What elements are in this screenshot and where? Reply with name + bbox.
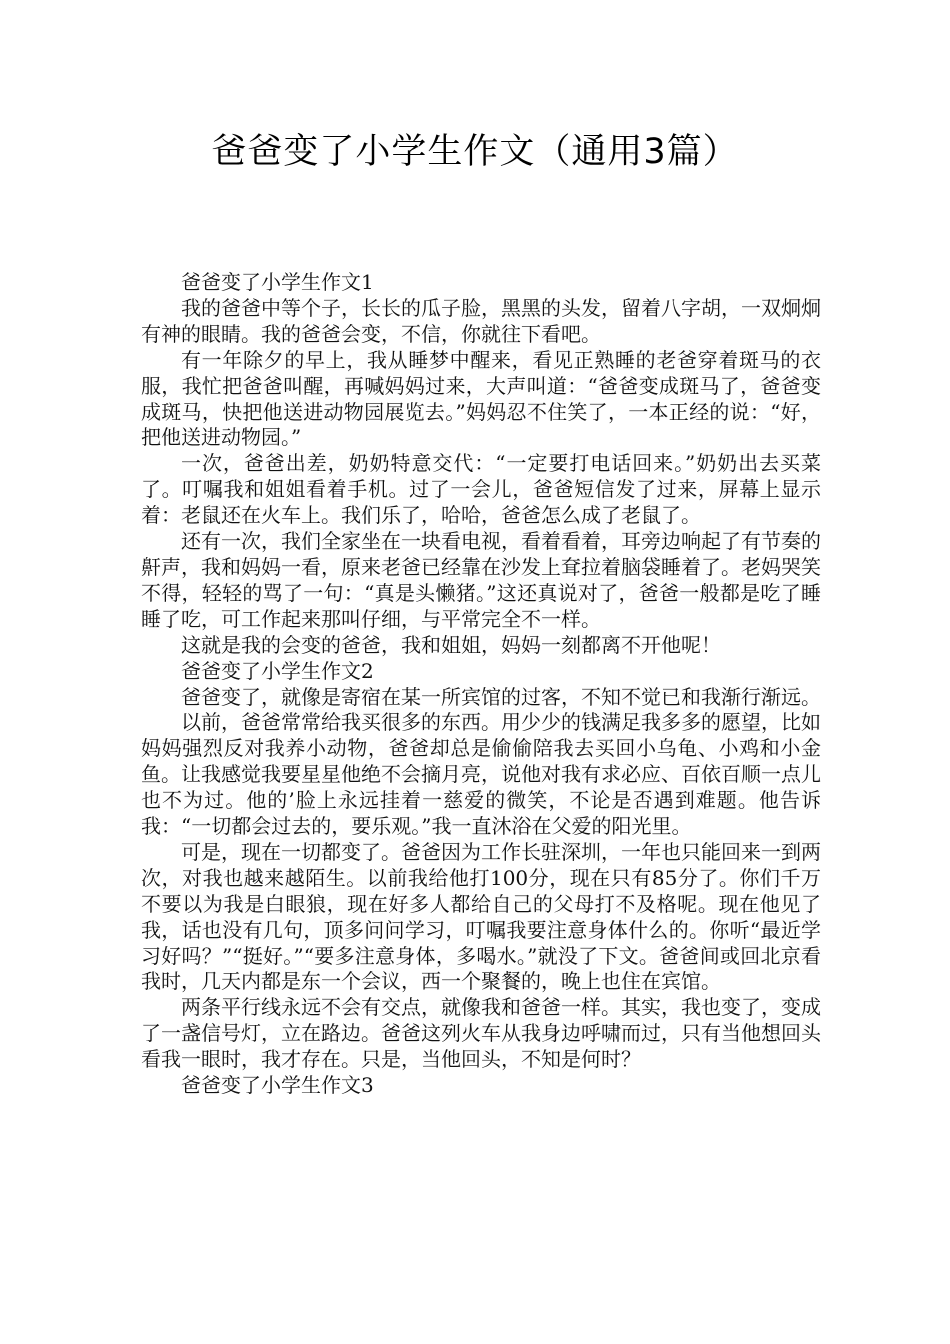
essay-heading-2: 爸爸变了小学生作文2 xyxy=(181,658,374,683)
paragraph: 有一年除夕的早上，我从睡梦中醒来，看见正熟睡的老爸穿着斑马的衣服，我忙把爸爸叫醒，再喊妈妈过来，大声叫道：“爸爸变成斑马了，爸爸变成斑马，快把他送进动物园展览去。”妈妈忍不住笑了，一本正经的说：“好，把他送进动物园。” xyxy=(141,347,821,450)
paragraph: 还有一次，我们全家坐在一块看电视，看着看着，耳旁边响起了有节奏的鼾声，我和妈妈一看，原来老爸已经靠在沙发上耷拉着脑袋睡着了。老妈哭笑不得，轻轻的骂了一句：“真是头懒猪。”这还真说对了，爸爸一般都是吃了睡睡了吃，可工作起来那叫仔细，与平常完全不一样。 xyxy=(141,529,821,631)
paragraph: 两条平行线永远不会有交点，就像我和爸爸一样。其实，我也变了，变成了一盏信号灯，立在路边。爸爸这列火车从我身边呼啸而过，只有当他想回头看我一眼时，我才存在。只是，当他回头，不知是何时？ xyxy=(141,995,821,1072)
paragraph: 这就是我的会变的爸爸，我和姐姐，妈妈一刻都离不开他呢！ xyxy=(181,632,721,657)
document-body xyxy=(141,270,821,1099)
document-title: 爸爸变了小学生作文（通用3篇） xyxy=(211,132,739,172)
paragraph: 我的爸爸中等个子，长长的瓜子脸，黑黑的头发，留着八字胡，一双炯炯有神的眼睛。我的爸爸会变，不信，你就往下看吧。 xyxy=(141,295,821,346)
essay-heading-1: 爸爸变了小学生作文1 xyxy=(181,270,374,294)
paragraph: 以前，爸爸常常给我买很多的东西。用少少的钱满足我多多的愿望，比如妈妈强烈反对我养小动物，爸爸却总是偷偷陪我去买回小乌龟、小鸡和小金鱼。让我感觉我要星星他绝不会摘月亮，说他对我有求必应、百依百顺一点儿也不为过。他的’脸上永远挂着一慈爱的微笑，不论是否遇到难题。他告诉我：“一切都会过去的，要乐观。”我一直沐浴在父爱的阳光里。 xyxy=(141,710,821,839)
paragraph: 爸爸变了，就像是寄宿在某一所宾馆的过客，不知不觉已和我渐行渐远。 xyxy=(181,684,821,709)
essay-heading-3: 爸爸变了小学生作文3 xyxy=(181,1073,374,1098)
paragraph: 一次，爸爸出差，奶奶特意交代：“一定要打电话回来。”奶奶出去买菜了。叮嘱我和姐姐看着手机。过了一会儿，爸爸短信发了过来，屏幕上显示着：老鼠还在火车上。我们乐了，哈哈，爸爸怎么成了老鼠了。 xyxy=(141,451,821,528)
paragraph: 可是，现在一切都变了。爸爸因为工作长驻深圳，一年也只能回来一到两次，对我也越来越陌生。以前我给他打100分，现在只有85分了。你们千万不要以为我是白眼狼，现在好多人都给自己的父母打不及格呢。现在他见了我，话也没有几句，顶多问问学习，叮嘱我要注意身体什么的。你听“最近学习好吗？”“挺好。”“要多注意身体，多喝水。”就没了下文。爸爸间或回北京看我时，几天内都是东一个会议，西一个聚餐的，晚上也住在宾馆。 xyxy=(141,839,821,994)
